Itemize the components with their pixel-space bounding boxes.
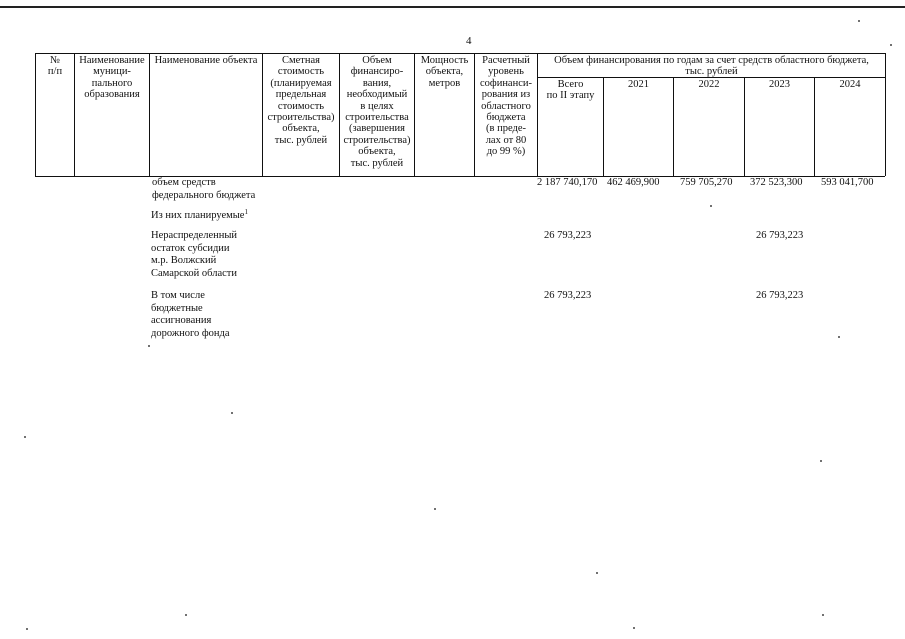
row-federal-2022: 759 705,270 (680, 177, 733, 188)
header-capacity: Мощность объекта, метров (420, 55, 469, 89)
row-unallocated-total: 26 793,223 (544, 230, 592, 241)
header-year-2024: 2024 (839, 79, 861, 90)
row-planned-label (151, 210, 248, 223)
row-road-fund-label: В том числе бюджетные ассигнования дорожного фонда (151, 290, 230, 339)
header-municipality: Наименование муници- пального образования (79, 55, 145, 101)
header-object-name: Наименование объекта (154, 55, 258, 66)
page-number: 4 (466, 35, 472, 47)
row-federal-label: объем средств федерального бюджета (152, 177, 256, 201)
row-unallocated-label: Нераспределенный остаток субсидии м.р. Волжский Самарской области (151, 230, 238, 279)
header-cofinancing-level: Расчетный уровень софинанси- рования из областного бюджета (в преде- лах от 80 до 99 %) (479, 55, 532, 158)
row-federal-total: 2 187 740,170 (537, 177, 598, 188)
header-year-2021: 2021 (628, 79, 649, 90)
row-road-fund-total: 26 793,223 (544, 290, 592, 301)
row-federal-2021: 462 469,900 (607, 177, 660, 188)
row-unallocated-2023: 26 793,223 (756, 230, 804, 241)
header-funding-volume: Объем финансиро- вания, необходимый в целях строительства (завершения строительства) объекта, тыс. рублей (343, 55, 411, 169)
header-year-2023: 2023 (769, 79, 790, 90)
header-num: № п/п (47, 55, 63, 78)
header-funding-by-years: Объем финансирования по годам за счет средств областного бюджета, тыс. рублей (554, 55, 869, 78)
top-rule (0, 6, 905, 8)
header-estimated-cost: Сметная стоимость (планируемая предельная стоимость строительства) объекта, тыс. рублей (267, 55, 335, 146)
row-federal-2023: 372 523,300 (750, 177, 803, 188)
row-road-fund-2023: 26 793,223 (756, 290, 804, 301)
header-total-stage2: Всего по II этапу (546, 79, 595, 102)
row-federal-2024: 593 041,700 (821, 177, 874, 188)
footnote-marker: 1 (244, 208, 248, 216)
row-planned-text: Из них планируемые (151, 210, 245, 221)
header-year-2022: 2022 (698, 79, 720, 90)
